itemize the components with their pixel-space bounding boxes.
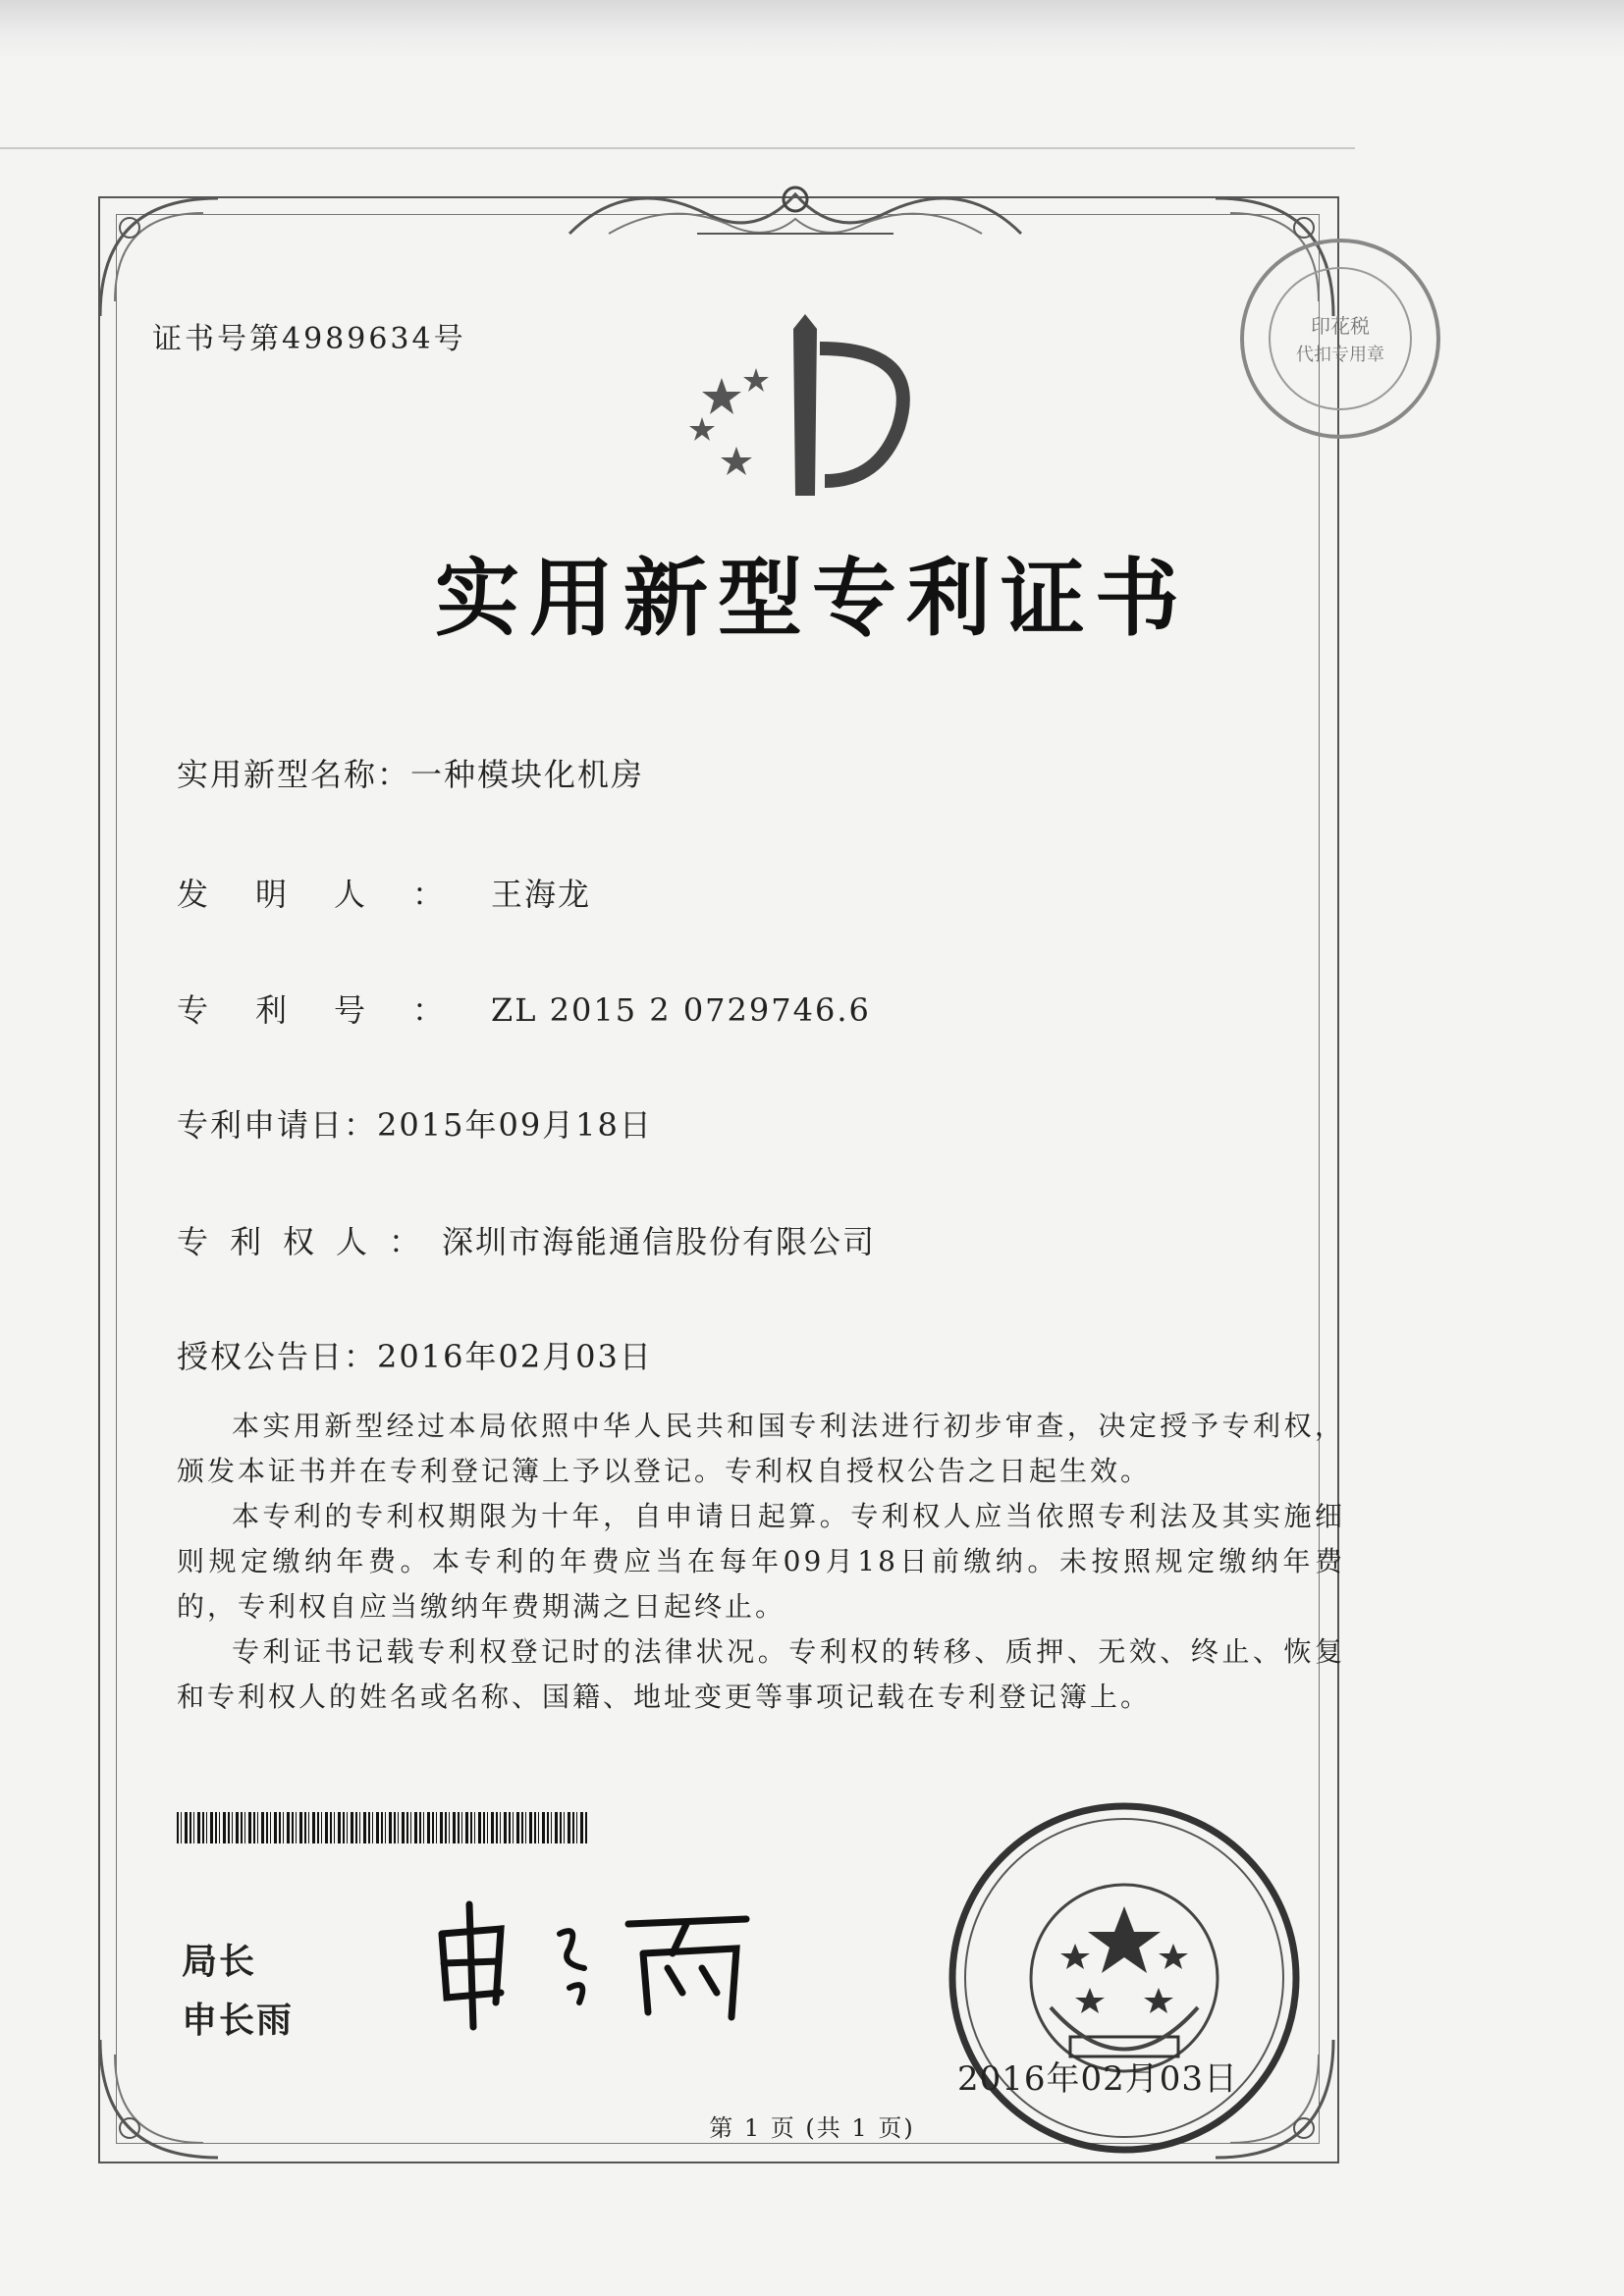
certificate-title: 实用新型专利证书 <box>435 549 1189 648</box>
filing-date-label: 专利申请日： <box>177 1106 378 1144</box>
filing-date-value: 2015年09月18日 <box>377 1106 653 1144</box>
corner-ornament-icon <box>90 2030 228 2167</box>
director-name: 申长雨 <box>182 2001 295 2041</box>
certificate-number: 证书号第4989634号 <box>152 322 466 356</box>
patentee <box>177 1217 876 1262</box>
tax-stamp-line2: 代扣专用章 <box>1296 345 1384 365</box>
grant-date <box>177 1332 653 1377</box>
official-seal-icon <box>943 1796 1306 2160</box>
patentee-label: 专利权人： <box>177 1223 443 1260</box>
grant-date-value: 2016年02月03日 <box>377 1338 653 1375</box>
director-title: 局长 <box>182 1942 257 1982</box>
patent-no-label: 专利号： <box>177 991 492 1029</box>
paragraph-2: 本专利的专利权期限为十年，自申请日起算。专利权人应当依照专利法及其实施细则规定缴纳年费。本专利的年费应当在每年09月18日前缴纳。未按照规定缴纳年费的，专利权自应当缴纳年费期满之日起终止。 <box>177 1500 1345 1623</box>
barcode <box>177 1812 589 1843</box>
inventor-value: 王海龙 <box>491 876 592 913</box>
patent-no-value: ZL 2015 2 0729746.6 <box>491 991 871 1029</box>
grant-date-label: 授权公告日： <box>177 1338 378 1375</box>
scan-line <box>0 147 1355 149</box>
paragraph-1: 本实用新型经过本局依照中华人民共和国专利法进行初步审查，决定授予专利权，颁发本证书并在专利登记簿上予以登记。专利权自授权公告之日起生效。 <box>177 1410 1345 1487</box>
patent-number <box>177 986 871 1031</box>
page-number: 第 1 页 (共 1 页) <box>709 2114 915 2142</box>
corner-ornament-icon <box>90 188 228 326</box>
name-value: 一种模块化机房 <box>410 756 645 793</box>
name-label: 实用新型名称： <box>177 756 411 793</box>
top-ornament-icon <box>550 165 1041 253</box>
tax-stamp-icon <box>1232 231 1448 447</box>
director-signature <box>422 1895 795 2032</box>
tax-stamp-line1: 印花税 <box>1311 314 1370 338</box>
inventor <box>177 870 591 915</box>
utility-model-name <box>177 750 644 795</box>
sipo-emblem-icon <box>668 309 962 506</box>
patentee-value: 深圳市海能通信股份有限公司 <box>442 1223 877 1260</box>
inventor-label: 发明人： <box>177 876 492 913</box>
seal-date: 2016年02月03日 <box>957 2059 1239 2099</box>
scan-edge <box>0 0 1624 59</box>
filing-date <box>177 1100 653 1146</box>
paragraph-3: 专利证书记载专利权登记时的法律状况。专利权的转移、质押、无效、终止、恢复和专利权人的姓名或名称、国籍、地址变更等事项记载在专利登记簿上。 <box>177 1635 1345 1713</box>
